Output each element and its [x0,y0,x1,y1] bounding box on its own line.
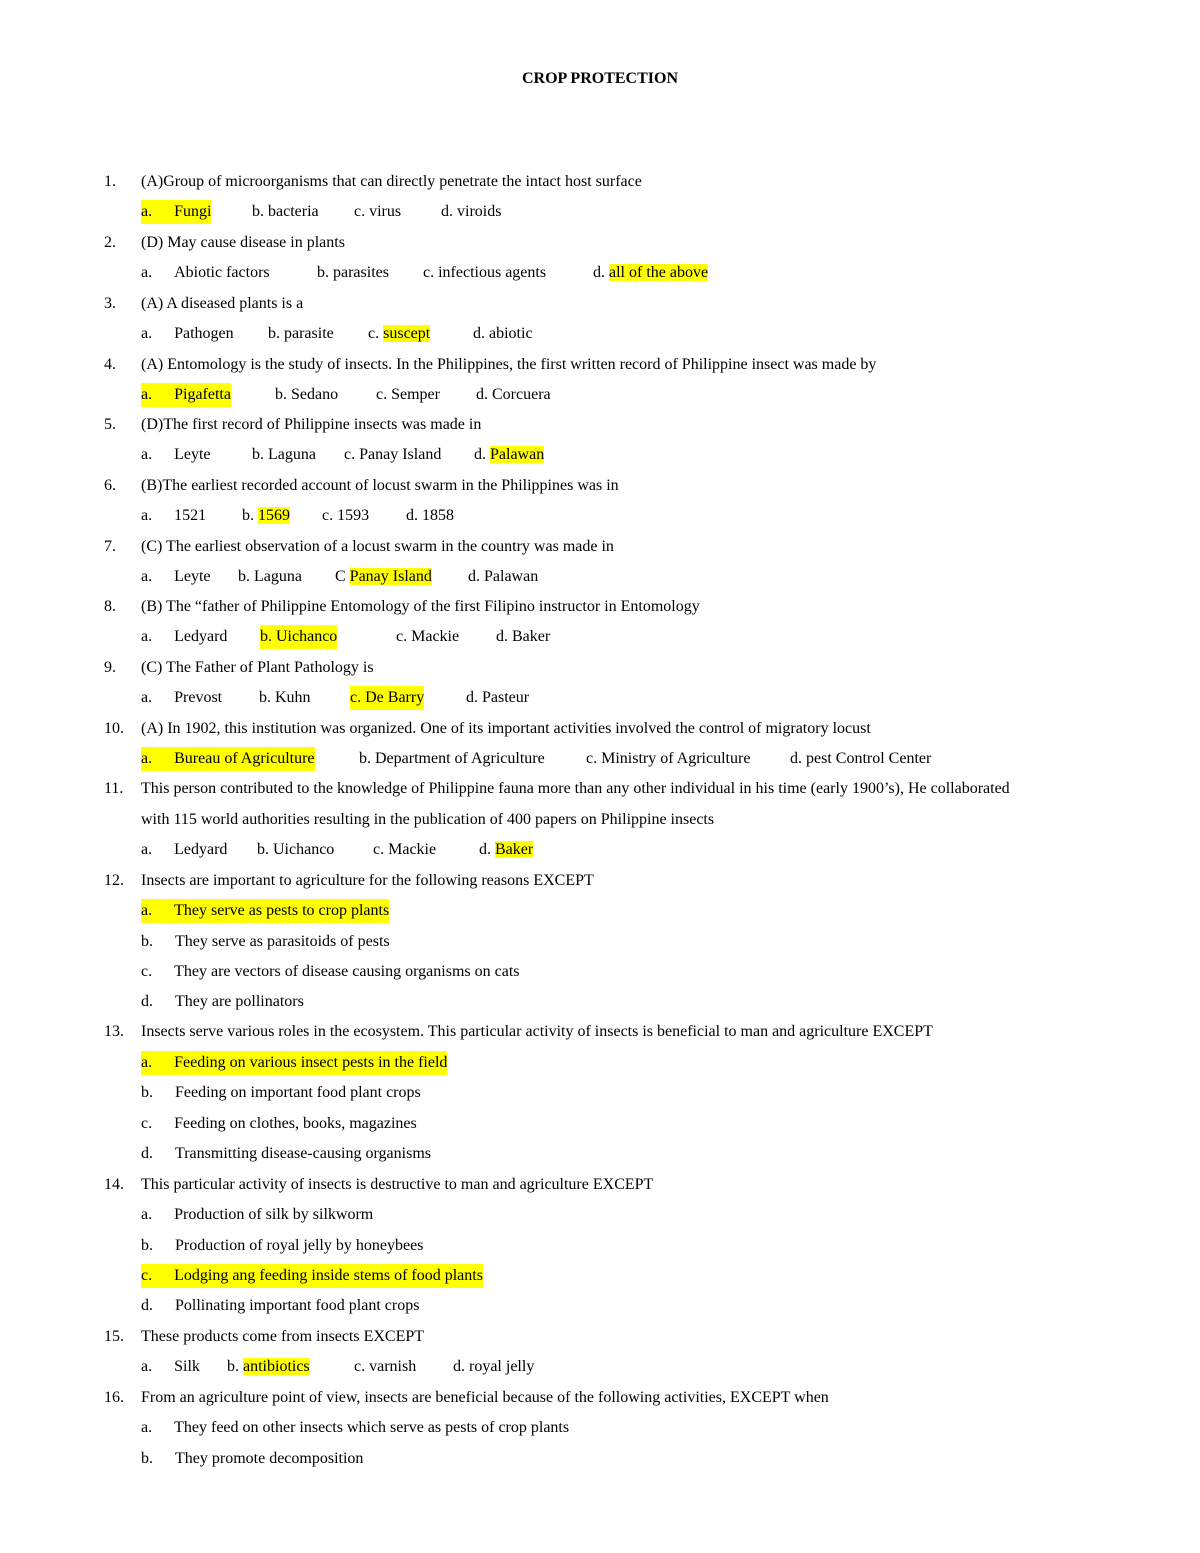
option-d-answer: d. all of the above [593,264,709,281]
option-a: a. Pathogen [141,325,234,342]
option-b: b. parasites [317,264,389,281]
option-b: b. Department of Agriculture [359,750,545,767]
option-b-answer: b. 1569 [242,507,290,524]
option-c: c. Panay Island [344,446,442,463]
option-a: a. Silk [141,1358,200,1375]
option-b-answer: b. Uichanco [260,625,337,649]
option-c: c. Mackie [373,841,437,858]
option-a: a. Leyte [141,446,211,463]
option-c: c. varnish [354,1358,417,1375]
option-c-answer: C Panay Island [335,568,432,585]
option-c: c. Mackie [396,628,460,645]
option-b-answer: b. antibiotics [227,1358,310,1375]
option-b: b. Laguna [252,446,316,463]
option-b: b. Laguna [238,568,302,585]
option-a: a. Leyte [141,568,211,585]
option-c: c. Semper [376,386,440,403]
option-c: c. Ministry of Agriculture [586,750,751,767]
option-a: a. Prevost [141,689,223,706]
question-number: 1. [104,173,116,190]
option-b: b. parasite [268,325,334,342]
option-a: a. 1521 [141,507,207,524]
option-d: d. Palawan [468,568,539,585]
option-d: d. Pasteur [466,689,530,706]
option-d: d. Baker [496,628,551,645]
option-d: d. viroids [441,203,502,220]
option-c-answer: c. Lodging ang feeding inside stems of food plants [141,1264,483,1288]
option-b: b. Uichanco [257,841,335,858]
option-d-answer: d. Palawan [474,446,545,463]
question-text: (A)Group of microorganisms that can directly penetrate the intact host surface [141,173,642,190]
option-a: a. Ledyard [141,841,228,858]
option-c: c. virus [354,203,402,220]
option-d: d. pest Control Center [790,750,932,767]
option-b: b. Kuhn [259,689,311,706]
option-c: c. 1593 [322,507,370,524]
option-d: d. Corcuera [476,386,551,403]
option-a-answer: a. Feeding on various insect pests in the field [141,1051,447,1075]
option-d: d. abiotic [473,325,533,342]
document-page: CROP PROTECTION 1. (A)Group of microorganisms that can directly penetrate the intact host surface a. Fungi b. bacteria c. virus d. viroids 2. (D) May cause disease in plants a. Abiotic factors b. parasites c. infectious agents d. all of the above 3. (A) A diseased plants is a a. Pathogen b. parasite c. suscept d. abiotic 4. (A) Entomology is the study of insects. In the Philippines, the first written record of Philippine insect was made by a. Pigafetta b. Sedano c. Semper d. Corcuera 5. (D)The first record of Philippine insects was made in a. Leyte b. Laguna c. Panay Island d. Palawan 6. (B)The earliest recorded account of locust swarm in the Philippines was in a. 1521 b. 1569 c. 1593 d. 1858 7. (C) The earliest observation of a locust swarm in the country was made in a. Leyte b. Laguna C Panay Island d. Palawan 8. (B) The “father of Philippine Entomology of the first Filipino instructor in Entomology a. Ledyard b. Uichanco c. Mackie d. Baker 9. (C) The Father of Plant Pathology is a. Prevost b. Kuhn c. De Barry d. Pasteur 10. (A) In 1902, this institution was organized. One of its important activities involved the control of migratory locust a. Bureau of Agriculture b. Department of Agriculture c. Ministry of Agriculture d. pest Control Center 11. This person contributed to the knowledge of Philippine fauna more than any other individual in his time (early 1900’s), He collaborated with 115 world authorities resulting in the publication of 400 papers on Philippine insects a. Ledyard b. Uichanco c. Mackie d. Baker 12. Insects are important to agriculture for the following reasons EXCEPT a. They serve as pests to crop plants b. They serve as parasitoids of pests c. They are vectors of disease causing organisms on cats d. They are pollinators 13. Insects serve various roles in the ecosystem. This particular activity of insects is beneficial to man and agriculture EXCEPT a. Feeding on various insect pests in the field b. Feeding on important food plant crops c. Feeding on clothes, books, magazines d. Transmitting disease-causing organisms 14. This particular activity of insects is destructive to man and agriculture EXCEPT a. Production of silk by silkworm b. Production of royal jelly by honeybees c. Lodging ang feeding inside stems of food plants d. Pollinating important food plant crops 15. These products come from insects EXCEPT a. Silk b. antibiotics c. varnish d. royal jelly 16. From an agriculture point of view, insects are beneficial because of the following activities, EXCEPT when a. They feed on other insects which serve as pests of crop plants b. They promote decomposition [0,0,1200,1553]
option-a-answer: a. Pigafetta [141,383,231,407]
option-b: b. bacteria [252,203,319,220]
option-b: b. Sedano [275,386,339,403]
option-c-answer: c. De Barry [350,686,424,710]
option-d: d. 1858 [406,507,454,524]
page-title: CROP PROTECTION [521,70,678,87]
option-a-answer: a. They serve as pests to crop plants [141,899,389,923]
option-d: d. royal jelly [453,1358,535,1375]
option-a-answer: a. Bureau of Agriculture [141,747,315,771]
option-a-answer: a. Fungi [141,200,211,224]
option-c: c. infectious agents [423,264,547,281]
option-a: a. Ledyard [141,628,228,645]
option-a: a. Abiotic factors [141,264,270,281]
option-c-answer: c. suscept [368,325,431,342]
option-d-answer: d. Baker [479,841,534,858]
